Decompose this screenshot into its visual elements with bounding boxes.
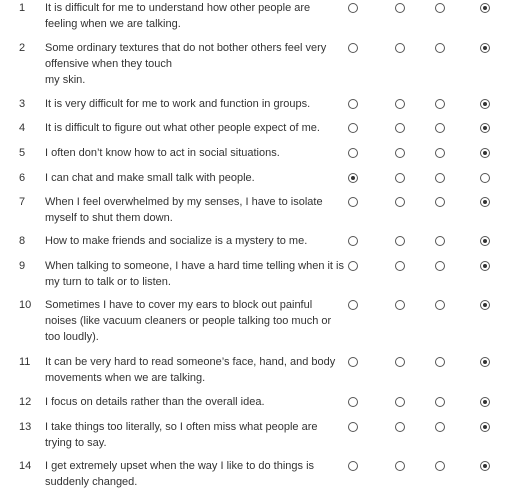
question-row <box>0 354 512 386</box>
question-row <box>0 145 512 161</box>
question-text <box>45 419 330 451</box>
question-text <box>45 145 330 161</box>
answer-radio-option-1[interactable] <box>348 148 358 158</box>
answer-radio-option-1[interactable] <box>348 300 358 310</box>
question-row <box>0 258 512 290</box>
question-row <box>0 419 512 451</box>
answer-radio-option-3[interactable] <box>435 3 445 13</box>
question-row <box>0 297 512 345</box>
answer-radio-option-2[interactable] <box>395 422 405 432</box>
question-text-line: suddenly changed. <box>45 476 138 488</box>
question-number: 5 <box>19 147 26 159</box>
question-text-line: Some ordinary textures that do not bother others feel very <box>45 42 327 54</box>
question-text-line: movements when we are talking. <box>45 372 206 384</box>
answer-radio-option-2[interactable] <box>395 397 405 407</box>
question-text-line: It is difficult to figure out what other people expect of me. <box>45 122 320 134</box>
question-text-line: It is difficult for me to understand how other people are <box>45 2 311 14</box>
answer-radio-option-3[interactable] <box>435 300 445 310</box>
question-number: 10 <box>19 299 32 311</box>
answer-radio-option-3[interactable] <box>435 99 445 109</box>
question-text <box>45 170 330 186</box>
question-text <box>45 194 330 226</box>
answer-radio-option-1[interactable] <box>348 123 358 133</box>
answer-radio-option-1[interactable] <box>348 197 358 207</box>
question-text <box>45 458 330 490</box>
answer-radio-option-4[interactable] <box>480 43 490 53</box>
answer-radio-option-4[interactable] <box>480 123 490 133</box>
answer-radio-option-2[interactable] <box>395 99 405 109</box>
answer-radio-option-4[interactable] <box>480 3 490 13</box>
answer-radio-option-4[interactable] <box>480 261 490 271</box>
question-text-line: feeling when we are talking. <box>45 18 181 30</box>
question-text-line: It is very difficult for me to work and function in groups. <box>45 98 311 110</box>
question-number: 13 <box>19 421 32 433</box>
answer-radio-option-3[interactable] <box>435 123 445 133</box>
question-text-line: my skin. <box>45 74 86 86</box>
answer-radio-option-4[interactable] <box>480 357 490 367</box>
answer-radio-option-2[interactable] <box>395 3 405 13</box>
question-number: 3 <box>19 98 26 110</box>
question-text-line: trying to say. <box>45 437 107 449</box>
question-text <box>45 96 330 112</box>
answer-radio-option-2[interactable] <box>395 236 405 246</box>
question-text <box>45 120 330 136</box>
answer-radio-option-3[interactable] <box>435 461 445 471</box>
answer-radio-option-1[interactable] <box>348 236 358 246</box>
answer-radio-option-4[interactable] <box>480 197 490 207</box>
question-number: 14 <box>19 460 32 472</box>
answer-radio-option-2[interactable] <box>395 261 405 271</box>
question-row <box>0 0 512 32</box>
answer-radio-option-1[interactable] <box>348 99 358 109</box>
question-text-line: I take things too literally, so I often miss what people are <box>45 421 318 433</box>
question-text-line: I focus on details rather than the overall idea. <box>45 396 265 408</box>
question-number: 7 <box>19 196 26 208</box>
question-number: 12 <box>19 396 32 408</box>
question-text <box>45 394 330 410</box>
question-number: 4 <box>19 122 26 134</box>
answer-radio-option-1[interactable] <box>348 43 358 53</box>
question-text-line: my turn to talk or to listen. <box>45 276 171 288</box>
question-number: 9 <box>19 260 26 272</box>
question-text-line: offensive when they touch <box>45 58 172 70</box>
answer-radio-option-3[interactable] <box>435 148 445 158</box>
answer-radio-option-4[interactable] <box>480 461 490 471</box>
question-row <box>0 194 512 226</box>
answer-radio-option-1[interactable] <box>348 422 358 432</box>
answer-radio-option-1[interactable] <box>348 461 358 471</box>
answer-radio-option-3[interactable] <box>435 173 445 183</box>
answer-radio-option-4[interactable] <box>480 173 490 183</box>
answer-radio-option-2[interactable] <box>395 43 405 53</box>
question-text-line: How to make friends and socialize is a mystery to me. <box>45 235 308 247</box>
question-text-line: I often don’t know how to act in social situations. <box>45 147 280 159</box>
answer-radio-option-2[interactable] <box>395 461 405 471</box>
answer-radio-option-2[interactable] <box>395 148 405 158</box>
answer-radio-option-2[interactable] <box>395 300 405 310</box>
question-number: 1 <box>19 2 26 14</box>
answer-radio-option-3[interactable] <box>435 261 445 271</box>
question-number: 2 <box>19 42 26 54</box>
question-number: 8 <box>19 235 26 247</box>
answer-radio-option-4[interactable] <box>480 99 490 109</box>
question-row <box>0 394 512 410</box>
question-text <box>45 40 330 88</box>
question-number: 11 <box>19 356 31 368</box>
answer-radio-option-4[interactable] <box>480 422 490 432</box>
question-row <box>0 40 512 88</box>
answer-radio-option-1[interactable] <box>348 3 358 13</box>
answer-radio-option-4[interactable] <box>480 397 490 407</box>
answer-radio-option-3[interactable] <box>435 422 445 432</box>
answer-radio-option-1[interactable] <box>348 173 358 183</box>
answer-radio-option-4[interactable] <box>480 300 490 310</box>
question-text <box>45 354 336 386</box>
answer-radio-option-3[interactable] <box>435 357 445 367</box>
question-text <box>45 233 330 249</box>
question-row <box>0 458 512 490</box>
answer-radio-option-1[interactable] <box>348 261 358 271</box>
question-row <box>0 96 512 112</box>
question-text <box>45 0 330 32</box>
answer-radio-option-3[interactable] <box>435 397 445 407</box>
question-text-line: It can be very hard to read someone’s face, hand, and body <box>45 356 336 368</box>
question-text-line: myself to shut them down. <box>45 212 173 224</box>
question-text-line: Sometimes I have to cover my ears to block out painful <box>45 299 313 311</box>
answer-radio-option-3[interactable] <box>435 236 445 246</box>
answer-radio-option-2[interactable] <box>395 197 405 207</box>
answer-radio-option-2[interactable] <box>395 173 405 183</box>
answer-radio-option-1[interactable] <box>348 397 358 407</box>
answer-radio-option-4[interactable] <box>480 236 490 246</box>
question-row <box>0 170 512 186</box>
question-text-line: noises (like vacuum cleaners or people talking too much or <box>45 315 332 327</box>
answer-radio-option-3[interactable] <box>435 43 445 53</box>
question-row <box>0 120 512 136</box>
question-text-line: I get extremely upset when the way I like to do things is <box>45 460 315 472</box>
question-row <box>0 233 512 249</box>
question-text <box>45 297 330 345</box>
answer-radio-option-3[interactable] <box>435 197 445 207</box>
answer-radio-option-2[interactable] <box>395 123 405 133</box>
answer-radio-option-1[interactable] <box>348 357 358 367</box>
question-number: 6 <box>19 172 26 184</box>
question-text-line: I can chat and make small talk with people. <box>45 172 255 184</box>
question-text-line: When talking to someone, I have a hard time telling when it is <box>45 260 344 272</box>
question-text-line: When I feel overwhelmed by my senses, I have to isolate <box>45 196 323 208</box>
answer-radio-option-4[interactable] <box>480 148 490 158</box>
answer-radio-option-2[interactable] <box>395 357 405 367</box>
question-text <box>45 258 344 290</box>
question-text-line: too loudly). <box>45 331 99 343</box>
